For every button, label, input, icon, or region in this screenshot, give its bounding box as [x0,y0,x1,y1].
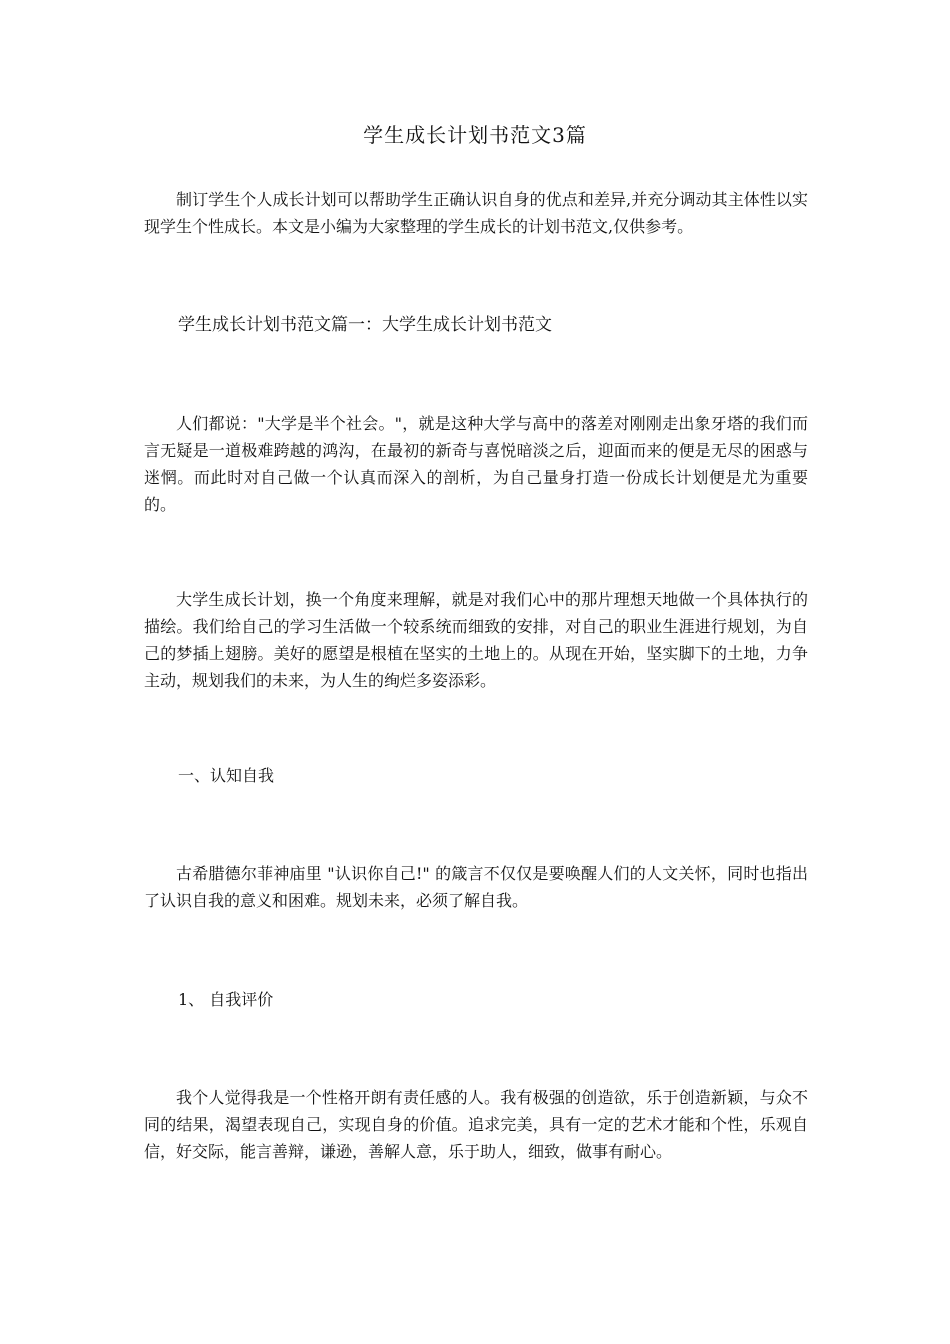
paragraph-3: 古希腊德尔菲神庙里 "认识你自己!" 的箴言不仅仅是要唤醒人们的人文关怀，同时也指出了认识自我的意义和困难。规划未来，必须了解自我。 [144,864,808,910]
paragraph-1: 人们都说："大学是半个社会。"，就是这种大学与高中的落差对刚刚走出象牙塔的我们而言无疑是一道极难跨越的鸿沟，在最初的新奇与喜悦暗淡之后，迎面而来的便是无尽的困惑与迷惘。而此时对自己做一个认真而深入的剖析，为自己量身打造一份成长计划便是尤为重要的。 [144,414,808,514]
heading-know-self: 一、认知自我 [178,766,275,785]
document-title: 学生成长计划书范文3篇 [363,123,587,147]
section-title: 学生成长计划书范文篇一：大学生成长计划书范文 [178,315,552,335]
paragraph-2: 大学生成长计划，换一个角度来理解，就是对我们心中的那片理想天地做一个具体执行的描绘。我们给自己的学习生活做一个较系统而细致的安排，对自己的职业生涯进行规划，为自己的梦插上翅膀。美好的愿望是根植在坚实的土地上的。从现在开始，坚实脚下的土地，力争主动，规划我们的未来，为人生的绚烂多姿添彩。 [144,590,808,690]
intro-paragraph: 制订学生个人成长计划可以帮助学生正确认识自身的优点和差异,并充分调动其主体性以实现学生个性成长。本文是小编为大家整理的学生成长的计划书范文,仅供参考。 [144,190,808,236]
heading-self-evaluation: 1、 自我评价 [178,990,274,1009]
paragraph-4: 我个人觉得我是一个性格开朗有责任感的人。我有极强的创造欲，乐于创造新颖，与众不同的结果，渴望表现自己，实现自身的价值。追求完美，具有一定的艺术才能和个性，乐观自信，好交际，能言善辩，谦逊，善解人意，乐于助人，细致，做事有耐心。 [144,1088,808,1161]
